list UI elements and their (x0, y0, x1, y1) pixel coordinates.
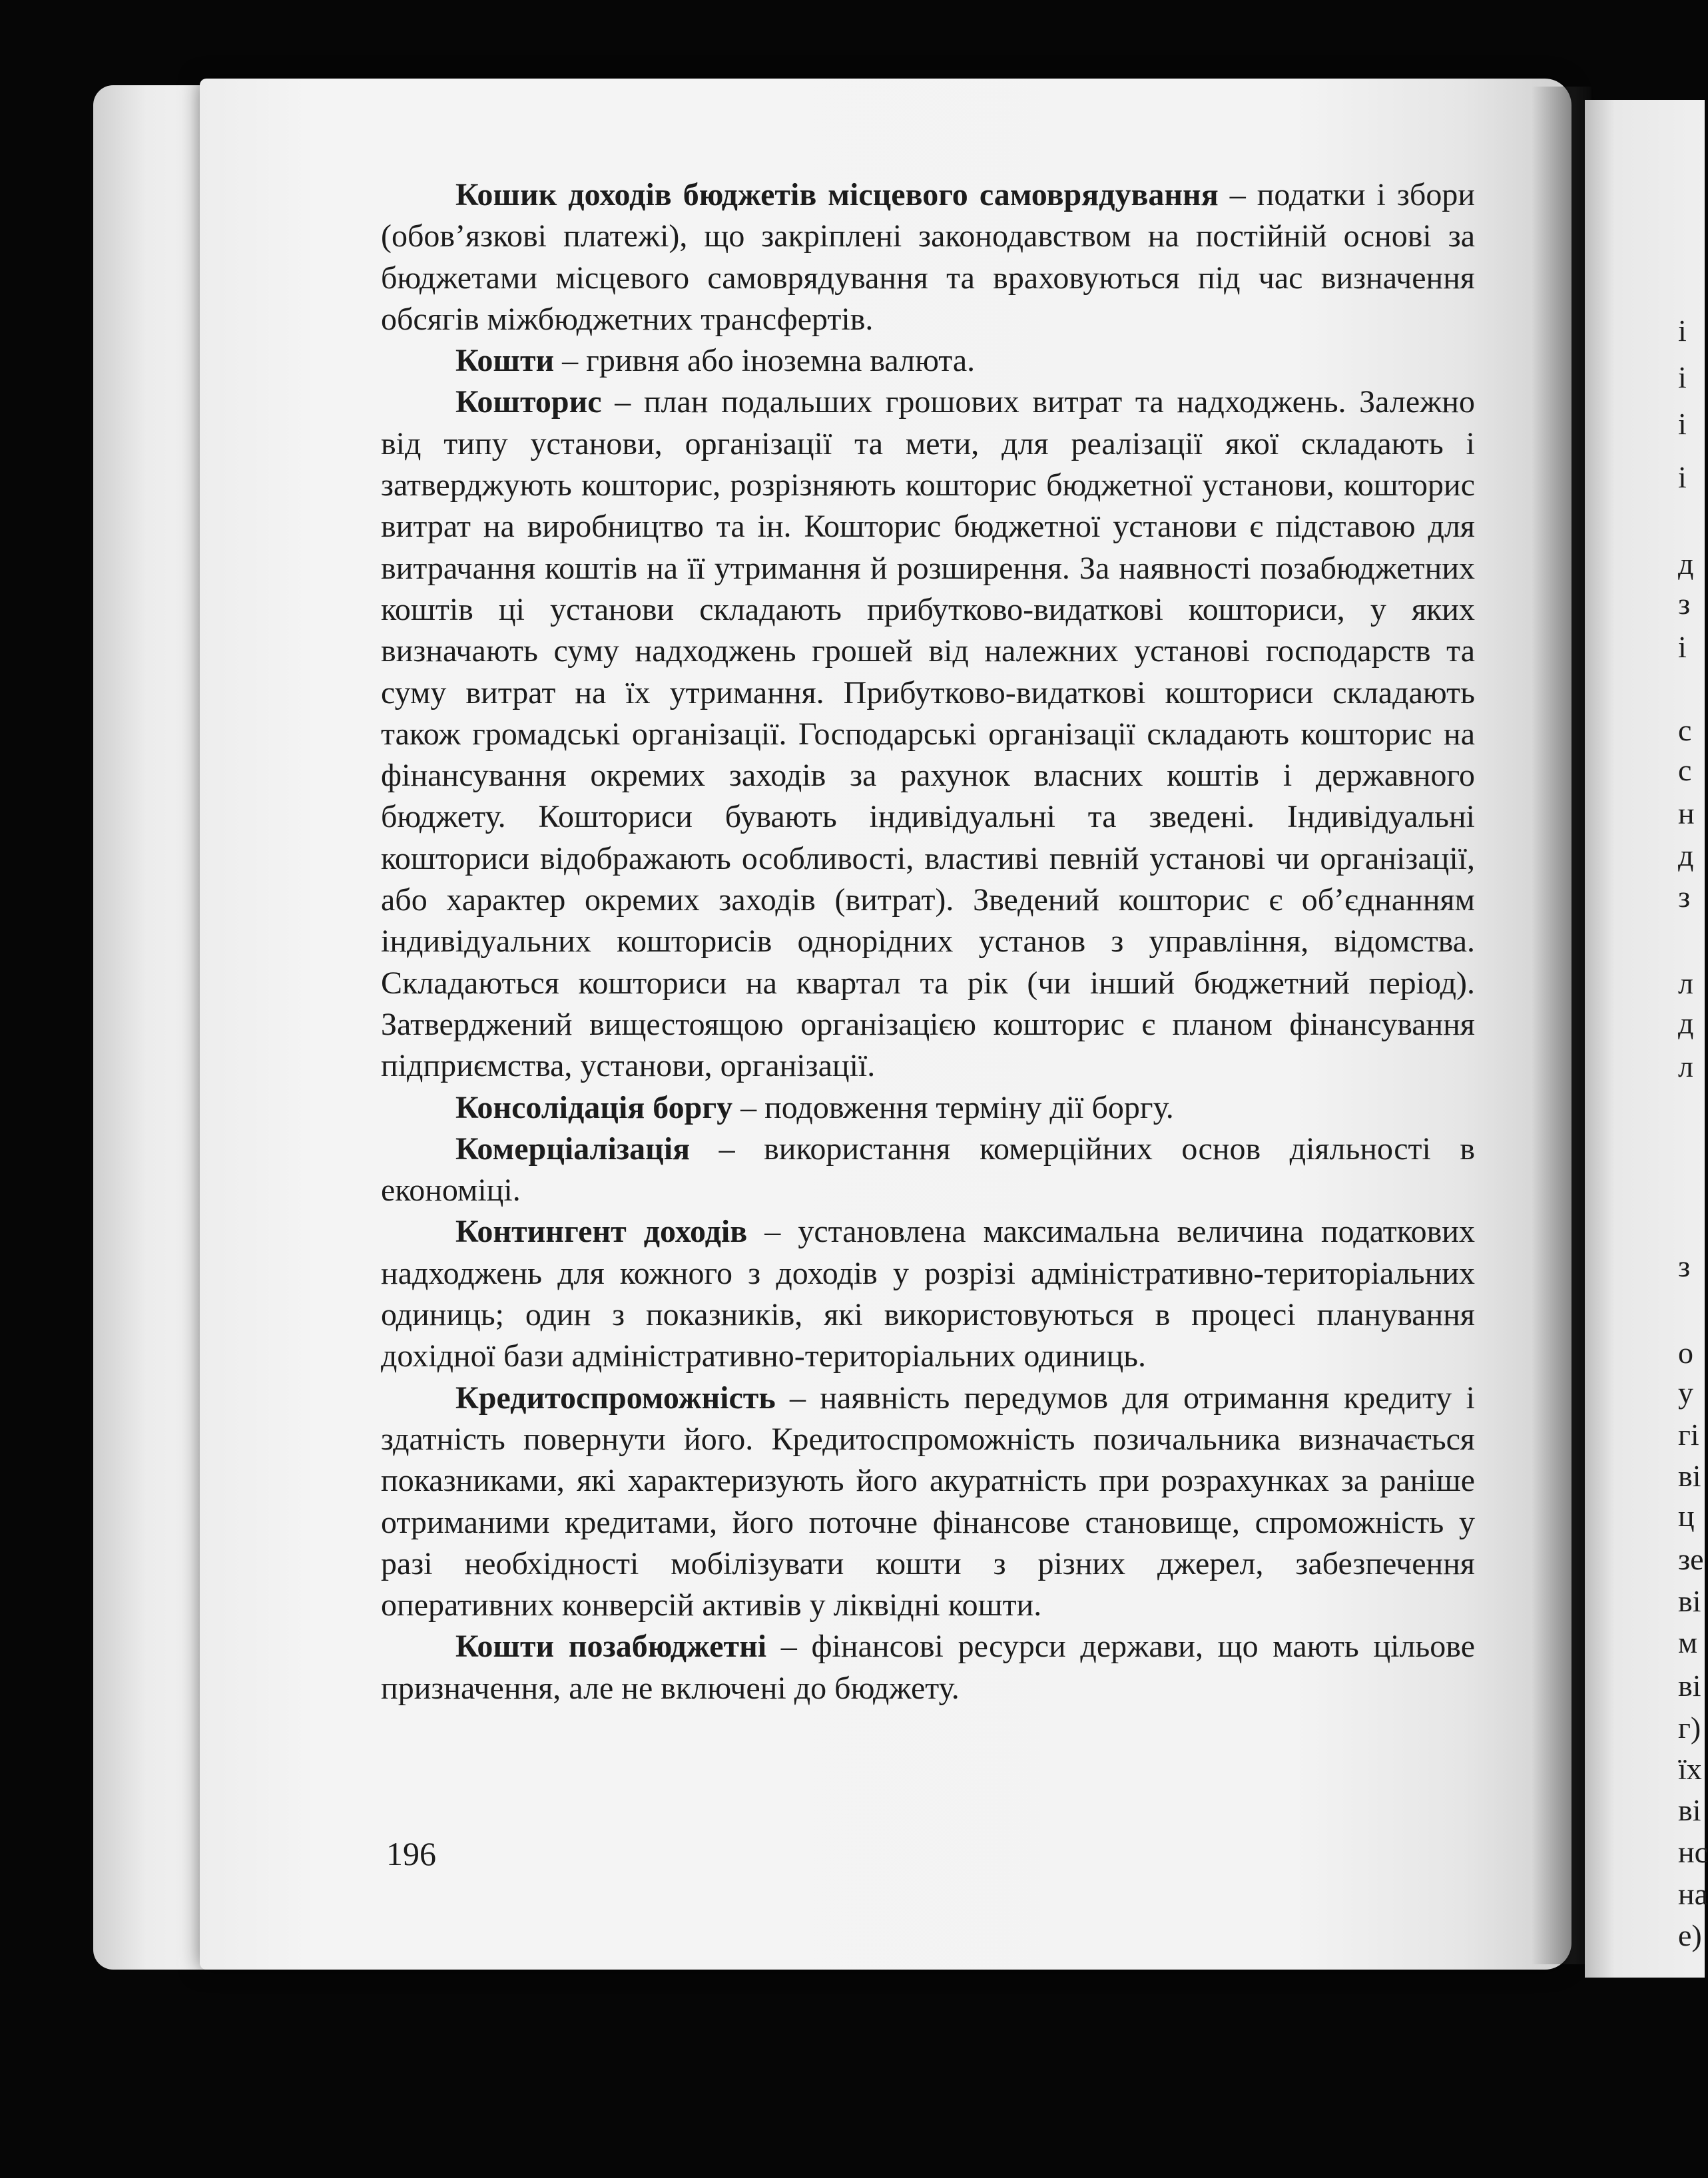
facing-fragment: ві (1678, 1793, 1701, 1827)
entry-definition: – використання комерційних основ діяльності в економіці. (381, 1131, 1475, 1209)
facing-fragment: з (1678, 880, 1691, 914)
entry-term: Кошик доходів бюджетів місцевого самоврядування (455, 177, 1219, 212)
facing-fragment: їх (1678, 1752, 1702, 1786)
facing-fragment: ві (1678, 1459, 1701, 1493)
entry-definition: – податки і збори (обов’язкові платежі), що закріплені законодавством на постійній основі за бюджетами місцевого самоврядування та враховуються під час визначення обсягів міжбюджетних трансфертів. (381, 177, 1475, 337)
entry-definition: – установлена максимальна величина податкових надходжень для кожного з доходів у розрізі адміністративно-територіальних одиниць; один з показників, які використовуються в процесі планування дохідної бази адміністративно-територіальних одиниць. (381, 1214, 1475, 1374)
glossary-text (381, 174, 1475, 1709)
entry-definition: – гривня або іноземна валюта. (554, 343, 976, 379)
page-number: 196 (386, 1835, 436, 1872)
entry-definition: – план подальших грошових витрат та надходжень. Залежно від типу установи, організації та мети, для реалізації якої складають і затверджують кошторис, розрізняють кошторис бюджетної установи, кошторис витрат на виробництво та ін. Кошторис бюджетної установи є підставою для витрачання коштів на її утримання й розширення. За наявності позабюджетних коштів ці установи складають прибутково-видаткові кошториси, у яких визначають суму надходжень грошей від належних установі господарств та суму витрат на їх утримання. Прибутково-видаткові кошториси складають також громадські організації. Господарські організації складають кошторис на фінансування окремих заходів за рахунок власних коштів і державного бюджету. Кошториси бувають індивідуальні та зведені. Індивідуальні кошториси відображають особливості, властиві певній установі чи організації, або характер окремих заходів (витрат). Зведений кошторис є об’єднанням індивідуальних кошторисів однорідних установ з управління, відомства. Складаються кошториси на квартал та рік (чи інший бюджетний період). Затверджений вищестоящою організацією кошторис є планом фінансування підприємства, установи, організації. (381, 384, 1475, 1084)
entry-term: Кошторис (455, 384, 602, 420)
glossary-entry (381, 174, 1475, 340)
facing-fragment: і (1678, 360, 1687, 394)
entry-term: Кошти позабюджетні (455, 1629, 767, 1665)
facing-fragment: ві (1678, 1584, 1701, 1618)
facing-fragment: д (1678, 547, 1694, 581)
facing-fragment: с (1678, 713, 1692, 747)
facing-fragment: зе (1678, 1542, 1704, 1576)
facing-fragment: л (1678, 966, 1693, 1000)
entry-term: Контингент доходів (455, 1214, 748, 1250)
glossary-entry (381, 1129, 1475, 1212)
entry-definition: – наявність передумов для отримання кредиту і здатність повернути його. Кредитоспроможність позичальника визначається показниками, які характеризують його акуратність при розрахунках за раніше отриманими кредитами, його поточне фінансове становище, спроможність у разі необхідності мобілізувати кошти з різних джерел, забезпечення оперативних конверсій активів у ліквідні кошти. (381, 1380, 1475, 1623)
entry-definition: – подовження терміну дії боргу. (732, 1089, 1174, 1125)
glossary-entry (381, 1087, 1475, 1129)
facing-fragment: у (1678, 1376, 1693, 1410)
facing-fragment: гі (1678, 1418, 1699, 1452)
glossary-entry (381, 340, 1475, 382)
facing-fragment: і (1678, 460, 1687, 494)
facing-fragment: д (1678, 838, 1694, 872)
facing-fragment: г) (1678, 1711, 1701, 1745)
entry-term: Консолідація боргу (455, 1089, 733, 1125)
facing-fragment: л (1678, 1049, 1693, 1083)
facing-fragment: м (1678, 1625, 1698, 1659)
facing-fragment: ц (1678, 1499, 1695, 1533)
facing-fragment: і (1678, 630, 1687, 664)
facing-fragment: з (1678, 587, 1691, 621)
facing-fragment: і (1678, 407, 1687, 441)
facing-fragment: е) (1678, 1918, 1702, 1952)
facing-fragment: з (1678, 1249, 1691, 1283)
glossary-entry (381, 382, 1475, 1087)
entry-term: Кредитоспроможність (455, 1380, 776, 1416)
glossary-entry (381, 1211, 1475, 1377)
facing-fragment: с (1678, 753, 1692, 787)
facing-fragment: ві (1678, 1669, 1701, 1703)
entry-term: Кошти (455, 343, 555, 379)
facing-fragment: н (1678, 796, 1695, 830)
entry-definition: – фінансові ресурси держави, що мають цільове призначення, але не включені до бюджету. (381, 1629, 1475, 1706)
facing-page-text (1678, 0, 1708, 2178)
entry-term: Комерціалізація (455, 1131, 691, 1167)
facing-fragment: д (1678, 1006, 1694, 1040)
facing-fragment: о (1678, 1336, 1693, 1370)
facing-fragment: на (1678, 1877, 1708, 1911)
glossary-entry (381, 1626, 1475, 1709)
facing-fragment: нс (1678, 1835, 1708, 1869)
book-gutter-shadow (1532, 87, 1591, 1964)
glossary-entry (381, 1378, 1475, 1627)
facing-fragment: і (1678, 314, 1687, 348)
